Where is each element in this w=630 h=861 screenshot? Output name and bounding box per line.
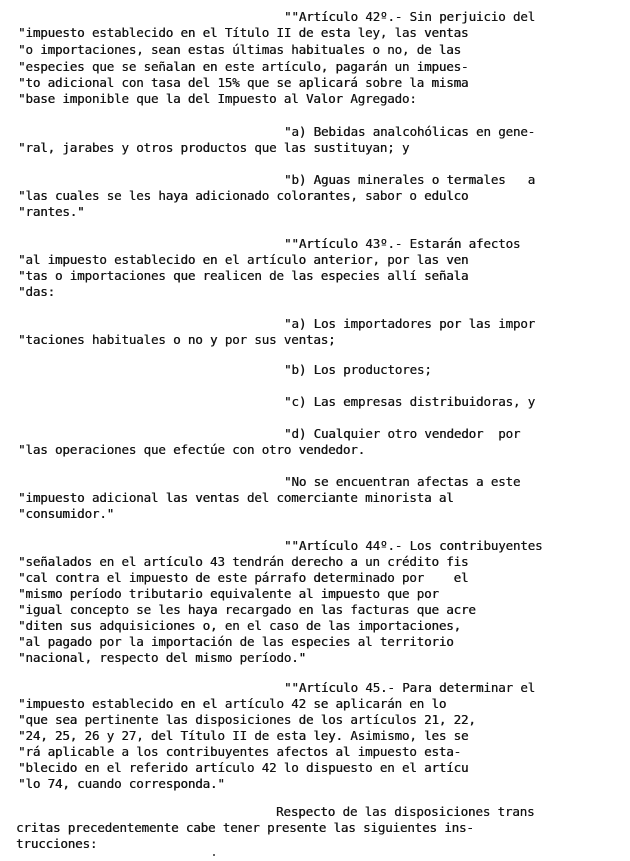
art42-item-b-cont: "rantes." <box>18 204 85 219</box>
art43-line: "das: <box>18 284 55 299</box>
art44-line: "al pagado por la importación de las especies al territorio <box>18 634 454 649</box>
art43-item-a: "a) Los importadores por las impor <box>284 316 535 331</box>
art42-line: "especies que se señalan en este artículo, pagarán un impues- <box>18 59 469 74</box>
art43-item-a-cont: "taciones habituales o no y por sus ventas; <box>18 332 336 347</box>
closing-line: trucciones: <box>16 836 98 851</box>
art44-line: "cal contra el impuesto de este párrafo determinado por el <box>18 570 469 585</box>
art44-line: "igual concepto se les haya recargado en las facturas que acre <box>18 602 476 617</box>
art44-line: "señalados en el artículo 43 tendrán derecho a un crédito fis <box>18 554 469 569</box>
art43-note: "No se encuentran afectas a este <box>284 474 521 489</box>
art43-line: "tas o importaciones que realicen de las especies allí señala <box>18 268 469 283</box>
art43-item-b: "b) Los productores; <box>284 362 432 377</box>
art43-item-d-cont: "las operaciones que efectúe con otro vendedor. <box>18 442 365 457</box>
art44-line: "mismo período tributario equivalente al impuesto que por <box>18 586 439 601</box>
art44-heading: ""Artículo 44º.- Los contribuyentes <box>284 538 543 553</box>
art42-line: "impuesto establecido en el Título II de esta ley, las ventas <box>18 25 469 40</box>
art42-line: "to adicional con tasa del 15% que se aplicará sobre la misma <box>18 75 469 90</box>
art42-line: "base imponible que la del Impuesto al Valor Agregado: <box>18 91 417 106</box>
art43-item-d: "d) Cualquier otro vendedor por <box>284 426 521 441</box>
art44-line: "nacional, respecto del mismo período." <box>18 650 306 665</box>
art42-item-b: "b) Aguas minerales o termales a <box>284 172 535 187</box>
art43-item-c: "c) Las empresas distribuidoras, y <box>284 394 535 409</box>
art45-line: "blecido en el referido artículo 42 lo dispuesto en el artícu <box>18 760 469 775</box>
art42-heading: ""Artículo 42º.- Sin perjuicio del <box>284 9 535 24</box>
art44-line: "diten sus adquisiciones o, en el caso de las importaciones, <box>18 618 461 633</box>
art42-item-a: "a) Bebidas analcohólicas en gene- <box>284 124 535 139</box>
art43-line: "al impuesto establecido en el artículo anterior, por las ven <box>18 252 469 267</box>
closing-heading: Respecto de las disposiciones trans <box>276 804 535 819</box>
art42-item-a-cont: "ral, jarabes y otros productos que las sustituyan; y <box>18 140 410 155</box>
art45-heading: ""Artículo 45.- Para determinar el <box>284 680 535 695</box>
art42-line: "o importaciones, sean estas últimas habituales o no, de las <box>18 42 461 57</box>
art42-item-b-cont: "las cuales se les haya adicionado colorantes, sabor o edulco <box>18 188 469 203</box>
closing-line: critas precedentemente cabe tener presente las siguientes ins- <box>16 820 474 835</box>
art45-line: "24, 25, 26 y 27, del Título II de esta ley. Asimismo, les se <box>18 728 469 743</box>
art43-heading: ""Artículo 43º.- Estarán afectos <box>284 236 521 251</box>
art43-note-cont: "impuesto adicional las ventas del comerciante minorista al <box>18 490 454 505</box>
art45-line: "impuesto establecido en el artículo 42 se aplicarán en lo <box>18 696 447 711</box>
art45-line: "lo 74, cuando corresponda." <box>18 776 225 791</box>
art45-line: "que sea pertinente las disposiciones de los artículos 21, 22, <box>18 712 476 727</box>
art45-line: "rá aplicable a los contribuyentes afectos al impuesto esta- <box>18 744 461 759</box>
art43-note-cont: "consumidor." <box>18 506 114 521</box>
scan-speck <box>213 854 215 856</box>
